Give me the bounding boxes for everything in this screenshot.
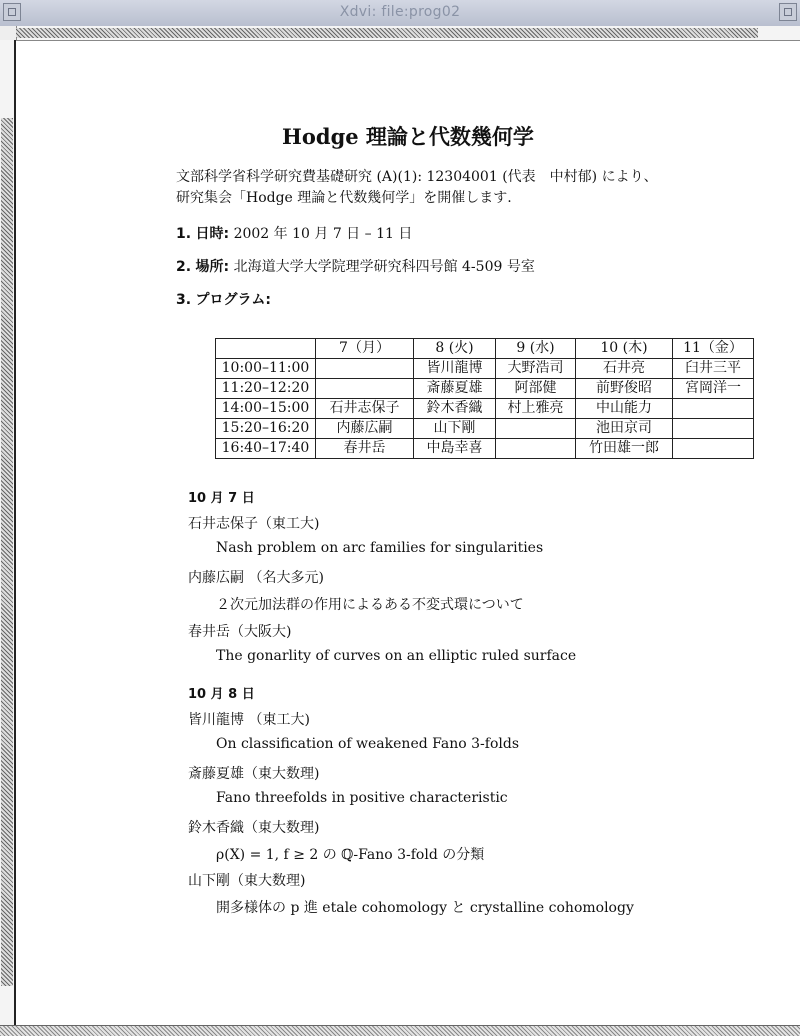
item-number: 2. [176, 259, 192, 275]
window-title: Xdvi: file:prog02 [339, 4, 461, 20]
table-cell [673, 399, 754, 419]
item-value: 北海道大学大学院理学研究科四号館 4-509 号室 [233, 259, 535, 275]
item-number: 3. [176, 292, 192, 308]
time-cell: 10:00–11:00 [216, 359, 316, 379]
table-cell: 村上雅亮 [496, 399, 576, 419]
talk-title: On classification of weakened Fano 3-folds [216, 736, 520, 752]
header-cell: 8 (火) [414, 339, 496, 359]
speaker: 内藤広嗣 （名大多元) [188, 570, 324, 586]
item-value: 2002 年 10 月 7 日 – 11 日 [233, 226, 413, 242]
table-cell: 皆川龍博 [414, 359, 496, 379]
talk-title: ρ(X) = 1, f ≥ 2 の ℚ-Fano 3-fold の分類 [216, 847, 485, 863]
table-cell: 鈴木香織 [414, 399, 496, 419]
table-cell: 斎藤夏雄 [414, 379, 496, 399]
table-cell [316, 359, 414, 379]
table-cell: 山下剛 [414, 419, 496, 439]
table-cell: 春井岳 [316, 439, 414, 459]
header-cell [216, 339, 316, 359]
horizontal-scroll-thumb[interactable] [16, 28, 758, 38]
speaker: 斎藤夏雄（東大数理) [188, 766, 320, 782]
table-cell: 池田京司 [576, 419, 673, 439]
time-cell: 15:20–16:20 [216, 419, 316, 439]
table-row [216, 419, 754, 439]
maximize-icon [784, 8, 792, 16]
header-cell: 11（金） [673, 339, 754, 359]
table-cell: 大野浩司 [496, 359, 576, 379]
table-cell: 前野俊昭 [576, 379, 673, 399]
intro-line-2: 研究集会「Hodge 理論と代数幾何学」を開催します. [176, 190, 512, 206]
table-cell: 臼井三平 [673, 359, 754, 379]
table-cell: 内藤広嗣 [316, 419, 414, 439]
time-cell: 11:20–12:20 [216, 379, 316, 399]
header-cell: 7（月） [316, 339, 414, 359]
speaker: 鈴木香織（東大数理) [188, 820, 320, 836]
header-cell: 10 (木) [576, 339, 673, 359]
speaker: 皆川龍博 （東工大) [188, 712, 310, 728]
table-cell: 石井亮 [576, 359, 673, 379]
table-row [216, 379, 754, 399]
schedule-table [215, 338, 754, 459]
table-cell: 中山能力 [576, 399, 673, 419]
table-cell: 竹田雄一郎 [576, 439, 673, 459]
document-title: Hodge 理論と代数幾何学 [282, 124, 534, 149]
item-label: 場所: [195, 259, 230, 275]
speaker: 春井岳（大阪大) [188, 624, 292, 640]
horizontal-scrollbar-bottom[interactable] [0, 1025, 800, 1036]
item-label: 日時: [195, 226, 230, 242]
table-cell: 阿部健 [496, 379, 576, 399]
intro-line-1: 文部科学省科学研究費基礎研究 (A)(1): 12304001 (代表 中村郁) により、 [176, 169, 658, 185]
table-cell: 中島幸喜 [414, 439, 496, 459]
table-cell [316, 379, 414, 399]
window-maximize-button[interactable] [779, 3, 797, 21]
table-cell [673, 419, 754, 439]
scrollbar-corner [0, 26, 17, 40]
talk-title: Fano threefolds in positive characteristic [216, 790, 508, 806]
day-heading: 10 月 7 日 [188, 491, 255, 506]
speaker: 石井志保子（東工大) [188, 516, 320, 532]
time-cell: 16:40–17:40 [216, 439, 316, 459]
item-number: 1. [176, 226, 192, 242]
vertical-scroll-thumb[interactable] [1, 118, 13, 986]
item-label: プログラム: [195, 292, 271, 308]
horizontal-scrollbar-top[interactable] [0, 26, 800, 41]
window-titlebar[interactable] [0, 0, 800, 27]
item-program [176, 289, 271, 309]
table-row [216, 399, 754, 419]
vertical-scrollbar[interactable] [0, 40, 16, 1025]
talk-title: Nash problem on arc families for singularities [216, 540, 544, 556]
talk-title: The gonarlity of curves on an elliptic ruled surface [216, 648, 577, 664]
item-venue [176, 256, 535, 276]
table-row [216, 439, 754, 459]
header-cell: 9 (水) [496, 339, 576, 359]
document-page [16, 41, 800, 1025]
table-header-row [216, 339, 754, 359]
table-row [216, 359, 754, 379]
table-cell: 石井志保子 [316, 399, 414, 419]
table-cell [496, 439, 576, 459]
talk-title: ２次元加法群の作用によるある不変式環について [216, 597, 524, 613]
time-cell: 14:00–15:00 [216, 399, 316, 419]
talk-title: 開多様体の p 進 etale cohomology と crystalline cohomology [216, 900, 634, 916]
speaker: 山下剛（東大数理) [188, 873, 306, 889]
item-date [176, 223, 412, 243]
table-cell [673, 439, 754, 459]
day-heading: 10 月 8 日 [188, 687, 255, 702]
table-cell: 宮岡洋一 [673, 379, 754, 399]
table-cell [496, 419, 576, 439]
